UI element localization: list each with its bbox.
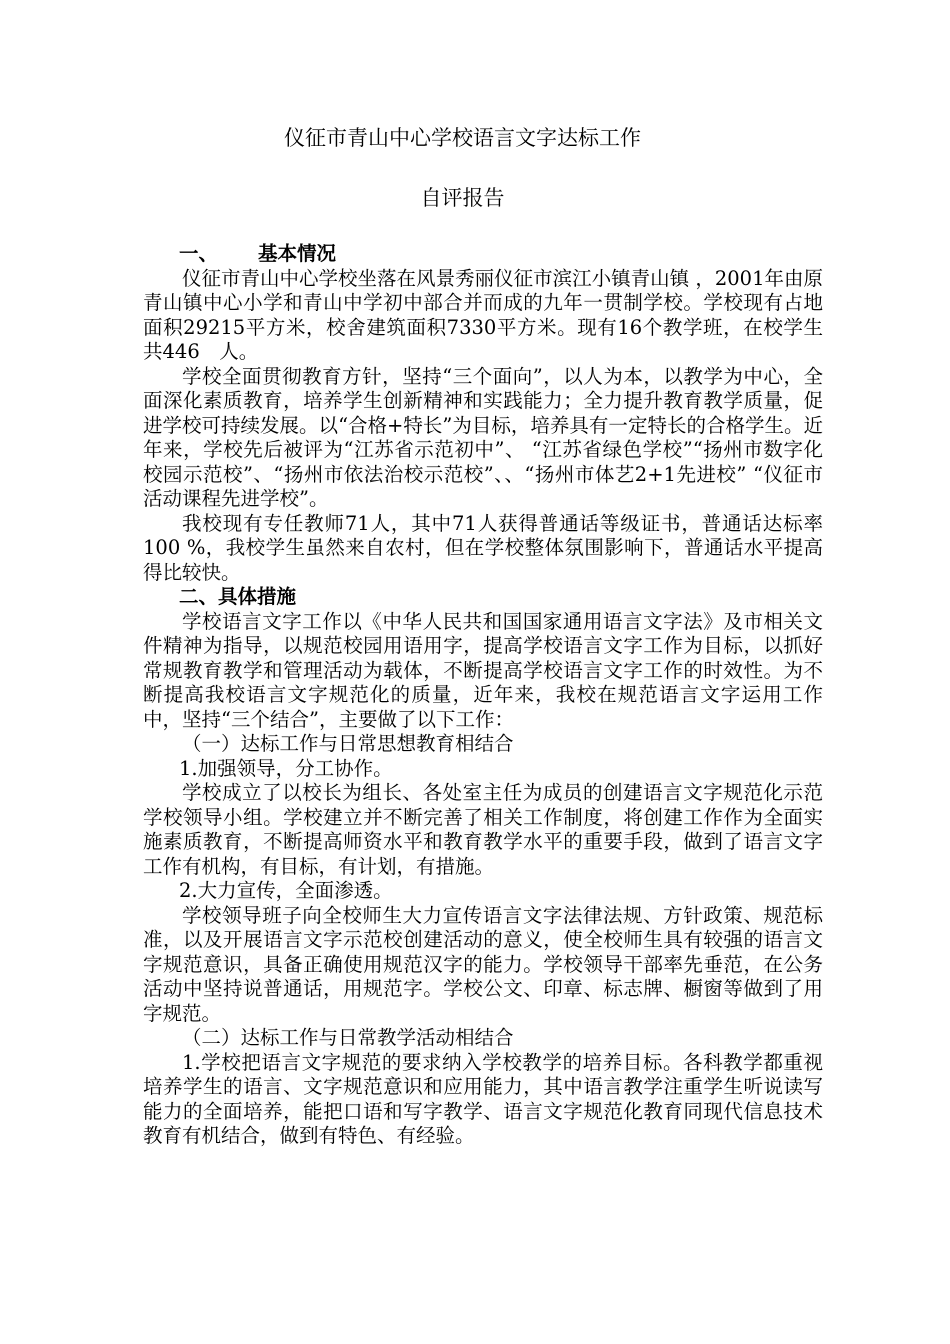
section2-heading: 二、具体措施 bbox=[179, 585, 297, 608]
subsection1-item2-text: 学校领导班子向全校师生大力宣传语言文字法律法规、方针政策、规范标准，以及开展语言文字示范校创建活动的意义，使全校师生具有较强的语言文字规范意识，具备正确使用规范汉字的能力。学校领导干部率先垂范，在公务活动中坚持说普通话，用规范字。学校公文、印章、标志牌、橱窗等做到了用字规范。 bbox=[143, 903, 823, 1025]
section1-number: 一、 bbox=[179, 242, 219, 265]
section2-intro: 学校语言文字工作以《中华人民共和国国家通用语言文字法》及市相关文件精神为指导，以规范校园用语用字，提高学校语言文字工作为目标，以抓好常规教育教学和管理活动为载体，不断提高学校语言文字工作的时效性。为不断提高我校语言文字规范化的质量，近年来，我校在规范语言文字运用工作中，坚持“三个结合”，主要做了以下工作： bbox=[143, 609, 823, 731]
subsection1-heading: （一）达标工作与日常思想教育相结合 bbox=[182, 732, 514, 755]
section1-paragraph-2: 学校全面贯彻教育方针，坚持“三个面向”，以人为本，以教学为中心，全面深化素质教育，培养学生创新精神和实践能力；全力提升教育教学质量，促进学校可持续发展。以“合格+特长”为目标，培养具有一定特长的合格学生。近年来，学校先后被评为“江苏省示范初中”、 “江苏省绿色学校”“扬州市数字化校园示范校”、“扬州市依法治校示范校”、、“扬州市体艺2+1先进校” “仪征市活动课程先进学校”。 bbox=[143, 364, 823, 510]
subsection1-item2-title: 2.大力宣传，全面渗透。 bbox=[179, 879, 393, 902]
section1-heading bbox=[143, 242, 823, 267]
section1-paragraph-1: 仪征市青山中心学校坐落在风景秀丽仪征市滨江小镇青山镇 ，2001年由原青山镇中心小学和青山中学初中部合并而成的九年一贯制学校。学校现有占地面积29215平方米，校舍建筑面积7330平方米。现有16个教学班，在校学生共446 人。 bbox=[143, 266, 823, 363]
subsection1-item1-text: 学校成立了以校长为组长、各处室主任为成员的创建语言文字规范化示范学校领导小组。学校建立并不断完善了相关工作制度，将创建工作作为全面实施素质教育，不断提高师资水平和教育教学水平的重要手段，做到了语言文字工作有机构，有目标，有计划，有措施。 bbox=[143, 781, 823, 878]
subsection1-item1-title: 1.加强领导，分工协作。 bbox=[179, 756, 393, 780]
document-body bbox=[143, 242, 823, 1149]
document-subtitle: 自评报告 bbox=[420, 186, 505, 210]
section1-paragraph-3: 我校现有专任教师71人，其中71人获得普通话等级证书，普通话达标率100 %，我校学生虽然来自农村，但在学校整体氛围影响下，普通话水平提高得比较快。 bbox=[143, 511, 823, 584]
document-title: 仪征市青山中心学校语言文字达标工作 bbox=[284, 126, 641, 150]
section1-title: 基本情况 bbox=[258, 242, 337, 265]
subsection2-heading: （二）达标工作与日常教学活动相结合 bbox=[182, 1026, 514, 1049]
subsection2-item1-text: 1.学校把语言文字规范的要求纳入学校教学的培养目标。各科教学都重视培养学生的语言、文字规范意识和应用能力，其中语言教学注重学生听说读写能力的全面培养，能把口语和写字教学、语言文字规范化教育同现代信息技术教育有机结合，做到有特色、有经验。 bbox=[143, 1050, 823, 1147]
